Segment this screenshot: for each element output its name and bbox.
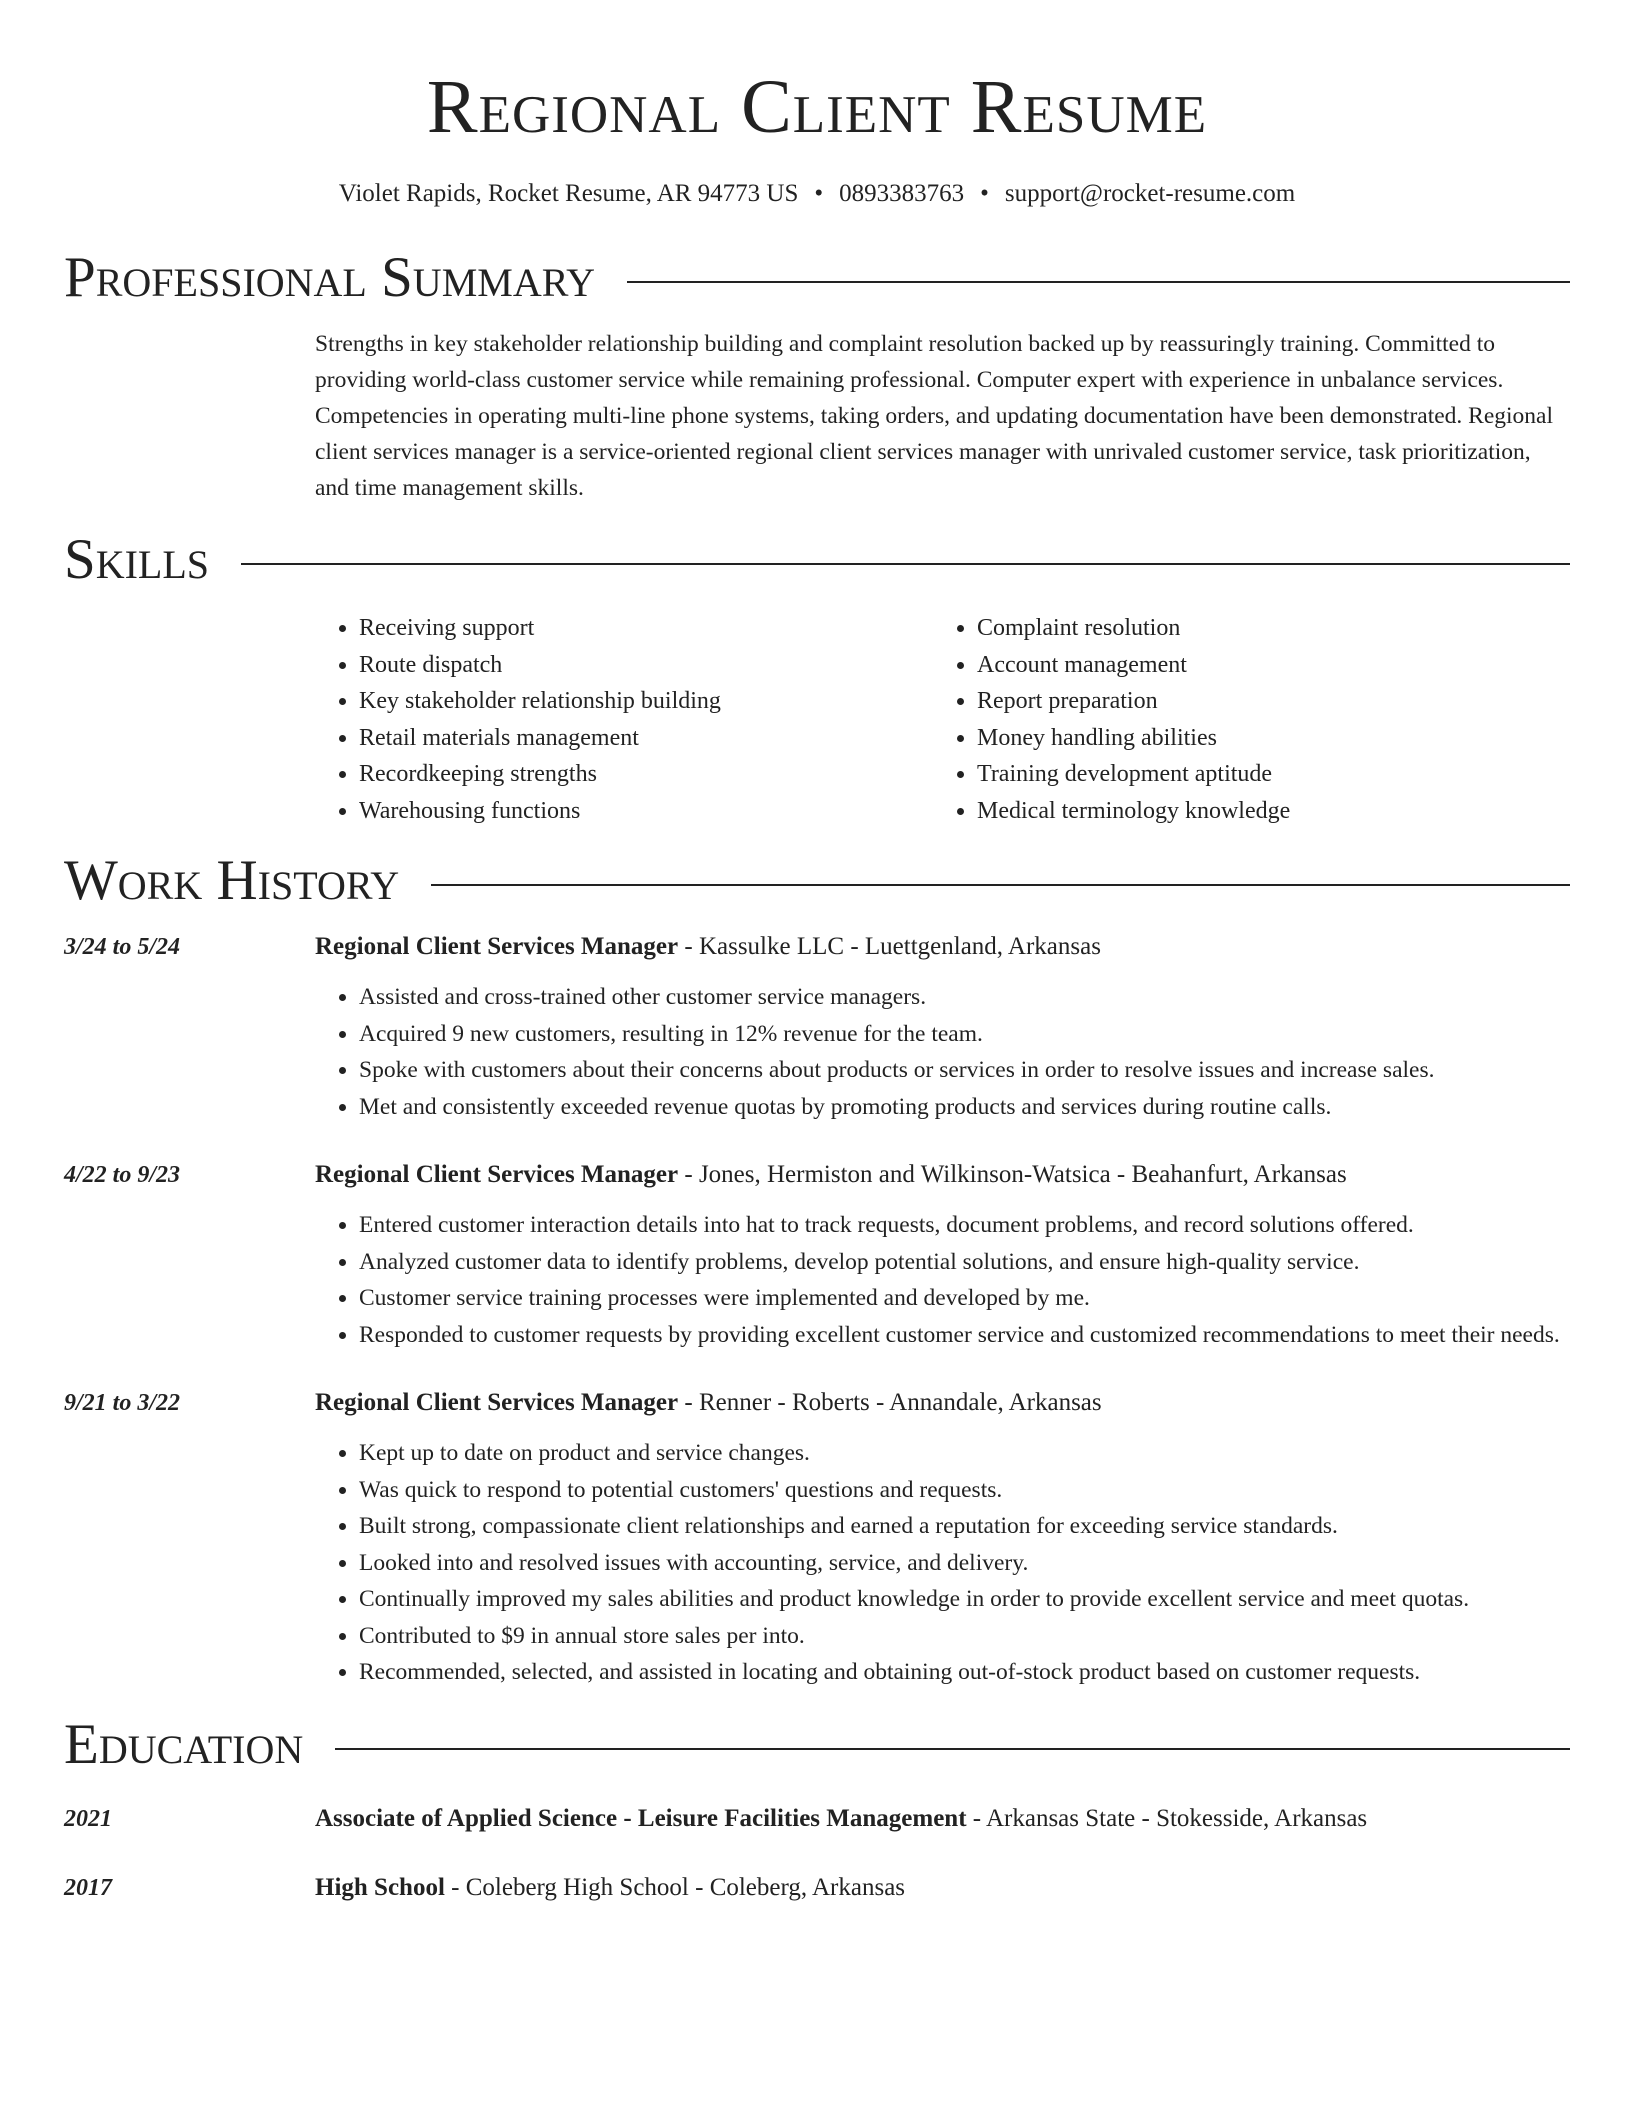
job-duties <box>315 1435 1570 1691</box>
duty-item: • Analyzed customer data to identify problems, develop potential solutions, and ensure high-quality service. <box>359 1244 1570 1281</box>
work-section-header <box>64 849 1570 913</box>
skill-item: • Complaint resolution <box>977 610 1551 647</box>
summary-text: Strengths in key stakeholder relationship building and complaint resolution backed up by reassuringly training. Committed to providing world-class customer service while remaining professional. Computer expert with experience in unbalance services. Competencies in operating multi-line phone systems, taking orders, and updating documentation have been demonstrated. Regional client services manager is a service-oriented regional client services manager with unrivaled customer service, task prioritization, and time management skills. <box>315 331 1554 501</box>
education-year: 2021 <box>64 1805 112 1832</box>
job-employer: - Kassulke LLC - Luettgenland, Arkansas <box>678 933 1101 960</box>
skills-column-right <box>933 610 1551 829</box>
contact-phone: 0893383763 <box>839 180 965 207</box>
section-divider <box>241 563 1570 565</box>
duty-item: • Customer service training processes were implemented and developed by me. <box>359 1280 1570 1317</box>
job-body <box>315 1157 1570 1353</box>
skill-item: • Money handling abilities <box>977 720 1551 757</box>
job-title: Regional Client Services Manager <box>315 933 679 960</box>
resume-title: Regional Client Resume <box>426 65 1208 149</box>
duty-item: • Entered customer interaction details into hat to track requests, document problems, and record solutions offered. <box>359 1207 1570 1244</box>
contact-email: support@rocket-resume.com <box>1004 180 1296 207</box>
job-dates: 3/24 to 5/24 <box>64 934 181 960</box>
job-heading <box>315 1385 1570 1421</box>
job-title: Regional Client Services Manager <box>315 1389 679 1416</box>
education-entry <box>64 1801 1570 1837</box>
work-heading: Work History <box>64 849 400 912</box>
skill-item: • Account management <box>977 647 1551 684</box>
summary-section-header <box>64 246 1570 310</box>
job-heading <box>315 1157 1570 1193</box>
contact-line <box>64 178 1570 210</box>
job-duties <box>315 1207 1570 1353</box>
duty-item: • Recommended, selected, and assisted in locating and obtaining out-of-stock product based on customer requests. <box>359 1654 1570 1691</box>
education-year: 2017 <box>64 1874 112 1901</box>
duty-item: • Acquired 9 new customers, resulting in 12% revenue for the team. <box>359 1016 1570 1053</box>
education-heading-line <box>315 1801 1570 1837</box>
duty-item: • Built strong, compassionate client relationships and earned a reputation for exceeding service standards. <box>359 1508 1570 1545</box>
duty-item: • Assisted and cross-trained other customer service managers. <box>359 979 1570 1016</box>
job-employer: - Renner - Roberts - Annandale, Arkansas <box>678 1389 1102 1416</box>
education-degree: Associate of Applied Science - Leisure Facilities Management <box>315 1804 967 1832</box>
section-divider <box>335 1748 1570 1750</box>
job-dates: 4/22 to 9/23 <box>64 1162 181 1188</box>
education-entry <box>64 1870 1570 1906</box>
job-dates: 9/21 to 3/22 <box>64 1390 181 1416</box>
skill-item: • Report preparation <box>977 683 1551 720</box>
duty-item: • Continually improved my sales abilities and product knowledge in order to provide excellent service and meet quotas. <box>359 1581 1570 1618</box>
skill-item: • Receiving support <box>359 610 933 647</box>
education-heading: Education <box>64 1712 304 1776</box>
skill-item: • Warehousing functions <box>359 793 933 830</box>
section-divider <box>431 884 1570 886</box>
resume-page <box>64 0 1570 1906</box>
skill-item: • Medical terminology knowledge <box>977 793 1551 830</box>
skill-item: • Recordkeeping strengths <box>359 756 933 793</box>
job-heading <box>315 929 1570 965</box>
education-school: - Arkansas State - Stokesside, Arkansas <box>966 1804 1368 1832</box>
job-body <box>315 1385 1570 1691</box>
job-entry <box>64 929 1570 1125</box>
education-heading-line <box>315 1870 1570 1906</box>
duty-item: • Looked into and resolved issues with accounting, service, and delivery. <box>359 1545 1570 1582</box>
contact-address: Violet Rapids, Rocket Resume, AR 94773 US <box>338 180 799 207</box>
skills-heading: Skills <box>64 528 210 591</box>
job-entry <box>64 1157 1570 1353</box>
job-title: Regional Client Services Manager <box>315 1161 679 1188</box>
job-employer: - Jones, Hermiston and Wilkinson-Watsica - Beahanfurt, Arkansas <box>678 1161 1347 1188</box>
summary-heading: Professional Summary <box>64 246 596 309</box>
job-duties <box>315 979 1570 1125</box>
skills-column-left <box>315 610 933 829</box>
skill-item: • Retail materials management <box>359 720 933 757</box>
duty-item: • Met and consistently exceeded revenue quotas by promoting products and services during routine calls. <box>359 1089 1570 1126</box>
skills-section-header <box>64 528 1570 592</box>
duty-item: • Spoke with customers about their concerns about products or services in order to resolve issues and increase sales. <box>359 1052 1570 1089</box>
skill-item: • Route dispatch <box>359 647 933 684</box>
duty-item: • Responded to customer requests by providing excellent customer service and customized recommendations to meet their needs. <box>359 1317 1570 1354</box>
contact-separator: • <box>814 180 824 207</box>
education-school: - Coleberg High School - Coleberg, Arkansas <box>444 1873 906 1901</box>
education-degree: High School <box>315 1873 445 1901</box>
education-section-header <box>64 1713 1570 1777</box>
section-divider <box>627 281 1570 283</box>
duty-item: • Was quick to respond to potential customers' questions and requests. <box>359 1472 1570 1509</box>
duty-item: • Kept up to date on product and service changes. <box>359 1435 1570 1472</box>
job-body <box>315 929 1570 1125</box>
skill-item: • Key stakeholder relationship building <box>359 683 933 720</box>
skills-list <box>315 610 1570 829</box>
skill-item: • Training development aptitude <box>977 756 1551 793</box>
job-entry <box>64 1385 1570 1691</box>
contact-separator: • <box>980 180 989 207</box>
duty-item: • Contributed to $9 in annual store sales per into. <box>359 1618 1570 1655</box>
